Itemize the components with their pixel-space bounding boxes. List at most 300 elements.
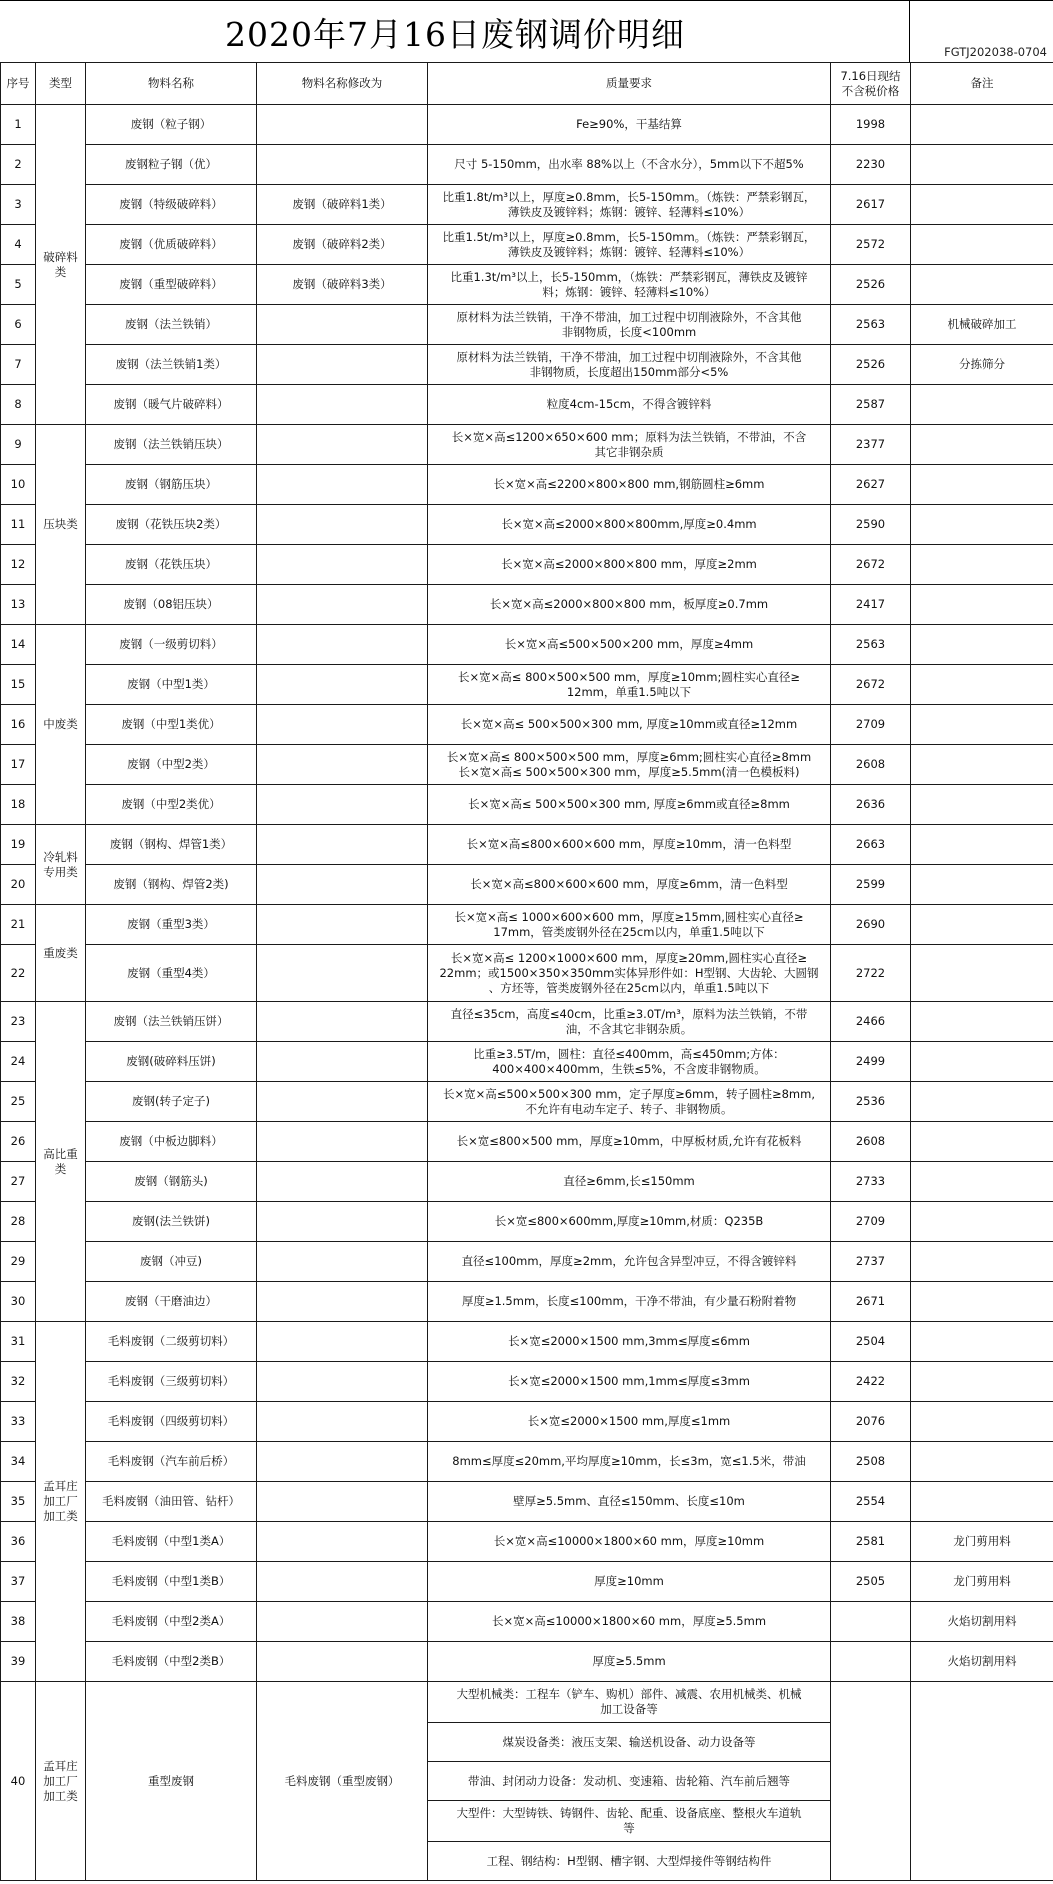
material-rename	[257, 1122, 428, 1162]
price-value: 2466	[831, 1002, 911, 1042]
table-row	[1, 1202, 1053, 1242]
price-value: 2608	[831, 745, 911, 785]
table-row	[1, 1122, 1053, 1162]
note-value	[911, 1322, 1053, 1362]
row-number: 36	[1, 1522, 36, 1562]
quality-requirement: 尺寸 5-150mm，出水率 88%以上（不含水分），5mm以下不超5%	[428, 145, 831, 185]
material-rename	[257, 1362, 428, 1402]
row-number: 37	[1, 1562, 36, 1602]
category-cell: 压块类	[36, 425, 86, 625]
table-row	[1, 1482, 1053, 1522]
table-row	[1, 1322, 1053, 1362]
note-value	[911, 1682, 1053, 1881]
price-table	[0, 62, 1053, 1881]
note-value	[911, 385, 1053, 425]
material-name: 毛料废钢（汽车前后桥）	[86, 1442, 257, 1482]
material-name: 毛料废钢（中型2类B）	[86, 1642, 257, 1682]
row-number: 31	[1, 1322, 36, 1362]
row-number: 3	[1, 185, 36, 225]
note-value	[911, 1442, 1053, 1482]
note-value	[911, 665, 1053, 705]
note-value: 龙门剪用料	[911, 1562, 1053, 1602]
note-value: 火焰切割用料	[911, 1602, 1053, 1642]
note-value	[911, 1362, 1053, 1402]
note-value	[911, 1122, 1053, 1162]
material-name: 废钢（冲豆)	[86, 1242, 257, 1282]
material-rename	[257, 825, 428, 865]
table-row	[1, 865, 1053, 905]
table-row	[1, 745, 1053, 785]
note-value	[911, 785, 1053, 825]
material-rename	[257, 585, 428, 625]
table-row	[1, 505, 1053, 545]
material-rename	[257, 1402, 428, 1442]
material-rename	[257, 1522, 428, 1562]
price-value: 2709	[831, 1202, 911, 1242]
note-value	[911, 1242, 1053, 1282]
price-value: 2499	[831, 1042, 911, 1082]
price-value: 2709	[831, 705, 911, 745]
table-body	[1, 105, 1053, 1881]
note-value	[911, 585, 1053, 625]
material-name: 废钢（中型1类）	[86, 665, 257, 705]
table-row	[1, 1282, 1053, 1322]
note-value	[911, 545, 1053, 585]
quality-requirement: 粒度4cm-15cm，不得含镀锌料	[428, 385, 831, 425]
quality-requirement: 壁厚≥5.5mm、直径≤150mm、长度≤10m	[428, 1482, 831, 1522]
price-value: 2733	[831, 1162, 911, 1202]
note-value	[911, 185, 1053, 225]
row-number: 17	[1, 745, 36, 785]
row-number: 8	[1, 385, 36, 425]
price-value: 2417	[831, 585, 911, 625]
material-rename	[257, 705, 428, 745]
material-name: 废钢（花铁压块2类）	[86, 505, 257, 545]
category-cell: 破碎料 类	[36, 105, 86, 425]
note-value: 分拣筛分	[911, 345, 1053, 385]
table-row	[1, 1162, 1053, 1202]
quality-sub-item: 带油、封闭动力设备：发动机、变速箱、齿轮箱、汽车前后翘等	[428, 1762, 831, 1801]
price-value: 2672	[831, 545, 911, 585]
material-name: 废钢（优质破碎料）	[86, 225, 257, 265]
row-number: 9	[1, 425, 36, 465]
price-value: 2737	[831, 1242, 911, 1282]
row-number: 26	[1, 1122, 36, 1162]
material-rename	[257, 905, 428, 945]
material-rename	[257, 425, 428, 465]
row-number: 35	[1, 1482, 36, 1522]
price-value	[831, 1642, 911, 1682]
price-value: 2572	[831, 225, 911, 265]
material-name: 废钢（一级剪切料）	[86, 625, 257, 665]
row-number: 11	[1, 505, 36, 545]
table-row	[1, 1442, 1053, 1482]
note-value	[911, 705, 1053, 745]
material-rename	[257, 145, 428, 185]
quality-requirement: 长×宽≤2000×1500 mm,1mm≤厚度≤3mm	[428, 1362, 831, 1402]
note-value: 火焰切割用料	[911, 1642, 1053, 1682]
note-value	[911, 625, 1053, 665]
row-number: 38	[1, 1602, 36, 1642]
table-row	[1, 1242, 1053, 1282]
material-rename	[257, 385, 428, 425]
header-row	[1, 63, 1053, 105]
note-value	[911, 1162, 1053, 1202]
material-rename	[257, 1202, 428, 1242]
material-rename	[257, 1602, 428, 1642]
quality-requirement: 长×宽×高≤2200×800×800 mm,钢筋圆柱≥6mm	[428, 465, 831, 505]
table-row	[1, 785, 1053, 825]
table-row	[1, 145, 1053, 185]
header-rename: 物料名称修改为	[257, 63, 428, 105]
price-value	[831, 1682, 911, 1881]
material-name: 废钢（特级破碎料）	[86, 185, 257, 225]
material-rename	[257, 945, 428, 1002]
material-rename	[257, 745, 428, 785]
material-name: 废钢粒子钢（优）	[86, 145, 257, 185]
quality-requirement: 厚度≥5.5mm	[428, 1642, 831, 1682]
note-value	[911, 465, 1053, 505]
quality-requirement: 长×宽×高≤10000×1800×60 mm，厚度≥5.5mm	[428, 1602, 831, 1642]
row-number: 34	[1, 1442, 36, 1482]
quality-requirement: 厚度≥10mm	[428, 1562, 831, 1602]
material-name: 废钢(法兰铁饼)	[86, 1202, 257, 1242]
quality-requirement: 直径≤35cm，高度≤40cm，比重≥3.0T/m³，原料为法兰铁销，不带 油，不含其它非钢杂质。	[428, 1002, 831, 1042]
row-number: 22	[1, 945, 36, 1002]
price-value: 2587	[831, 385, 911, 425]
material-rename	[257, 1282, 428, 1322]
price-value: 2526	[831, 345, 911, 385]
material-name: 废钢（法兰铁销）	[86, 305, 257, 345]
header-name: 物料名称	[86, 63, 257, 105]
material-name: 废钢（花铁压块）	[86, 545, 257, 585]
material-rename	[257, 1042, 428, 1082]
price-value: 2608	[831, 1122, 911, 1162]
price-value: 2076	[831, 1402, 911, 1442]
material-rename	[257, 505, 428, 545]
table-row	[1, 105, 1053, 145]
quality-requirement: 长×宽×高≤800×600×600 mm，厚度≥10mm，清一色料型	[428, 825, 831, 865]
row-number: 16	[1, 705, 36, 745]
material-name: 毛料废钢（油田管、钻杆）	[86, 1482, 257, 1522]
row-number: 20	[1, 865, 36, 905]
price-value: 2563	[831, 305, 911, 345]
row-number: 21	[1, 905, 36, 945]
row-number: 12	[1, 545, 36, 585]
note-value: 龙门剪用料	[911, 1522, 1053, 1562]
row-number: 27	[1, 1162, 36, 1202]
price-value: 2536	[831, 1082, 911, 1122]
note-value	[911, 905, 1053, 945]
price-value: 2504	[831, 1322, 911, 1362]
quality-requirement: 比重≥3.5T/m，圆柱：直径≤400mm，高≤450mm;方体： 400×400×400mm，生铁≤5%，不含废非钢物质。	[428, 1042, 831, 1082]
material-rename	[257, 105, 428, 145]
price-value: 2563	[831, 625, 911, 665]
row-number: 13	[1, 585, 36, 625]
header-quality: 质量要求	[428, 63, 831, 105]
price-value: 2230	[831, 145, 911, 185]
table-row	[1, 225, 1053, 265]
page-title: 2020年7月16日废钢调价明细	[225, 14, 685, 54]
quality-requirement: 长×宽×高≤2000×800×800 mm，板厚度≥0.7mm	[428, 585, 831, 625]
quality-requirement: 长×宽×高≤ 500×500×300 mm, 厚度≥10mm或直径≥12mm	[428, 705, 831, 745]
material-name: 废钢（08铝压块）	[86, 585, 257, 625]
table-row	[1, 465, 1053, 505]
material-rename	[257, 545, 428, 585]
price-value: 2526	[831, 265, 911, 305]
quality-requirement: 长×宽×高≤2000×800×800 mm，厚度≥2mm	[428, 545, 831, 585]
quality-sub-item: 大型件：大型铸铁、铸钢件、齿轮、配重、设备底座、整根火车道轨 等	[428, 1801, 831, 1842]
table-row	[1, 305, 1053, 345]
material-name: 废钢(破碎料压饼)	[86, 1042, 257, 1082]
material-name: 毛料废钢（四级剪切料）	[86, 1402, 257, 1442]
quality-requirement: 长×宽×高≤ 500×500×300 mm, 厚度≥6mm或直径≥8mm	[428, 785, 831, 825]
price-value: 2505	[831, 1562, 911, 1602]
quality-requirement: 长×宽≤800×600mm,厚度≥10mm,材质：Q235B	[428, 1202, 831, 1242]
table-row	[1, 1682, 1053, 1723]
note-value	[911, 105, 1053, 145]
table-row	[1, 585, 1053, 625]
price-value: 2508	[831, 1442, 911, 1482]
price-value: 2722	[831, 945, 911, 1002]
row-number: 5	[1, 265, 36, 305]
quality-requirement: 原材料为法兰铁销，干净不带油，加工过程中切削液除外，不含其他 非钢物质，长度超出150mm部分<5%	[428, 345, 831, 385]
price-value: 2422	[831, 1362, 911, 1402]
material-rename	[257, 1162, 428, 1202]
quality-requirement: 厚度≥1.5mm，长度≤100mm，干净不带油，有少量石粉附着物	[428, 1282, 831, 1322]
quality-requirement: 长×宽≤2000×1500 mm,厚度≤1mm	[428, 1402, 831, 1442]
quality-requirement: 长×宽×高≤10000×1800×60 mm，厚度≥10mm	[428, 1522, 831, 1562]
note-value	[911, 505, 1053, 545]
material-name: 废钢（中型2类）	[86, 745, 257, 785]
material-name: 废钢（中型2类优）	[86, 785, 257, 825]
material-rename	[257, 345, 428, 385]
material-rename	[257, 1082, 428, 1122]
quality-requirement: 比重1.3t/m³以上，长5-150mm，（炼铁：严禁彩钢瓦，薄铁皮及镀锌 料；炼钢：镀锌、轻薄料≤10%）	[428, 265, 831, 305]
quality-requirement: 8mm≤厚度≤20mm,平均厚度≥10mm，长≤3m，宽≤1.5米，带油	[428, 1442, 831, 1482]
price-value: 2671	[831, 1282, 911, 1322]
category-cell: 孟耳庄 加工厂 加工类	[36, 1322, 86, 1682]
material-name: 废钢（法兰铁销1类）	[86, 345, 257, 385]
table-row	[1, 1082, 1053, 1122]
row-number: 32	[1, 1362, 36, 1402]
price-value	[831, 1602, 911, 1642]
row-number: 33	[1, 1402, 36, 1442]
table-row	[1, 385, 1053, 425]
material-rename	[257, 785, 428, 825]
material-name: 废钢（钢构、焊管2类)	[86, 865, 257, 905]
quality-sub-item: 大型机械类：工程车（铲车、购机）部件、减震、农用机械类、机械 加工设备等	[428, 1682, 831, 1723]
quality-requirement: 长×宽×高≤500×500×300 mm，定子厚度≥6mm，转子圆柱≥8mm, 不允许有电动车定子、转子、非钢物质。	[428, 1082, 831, 1122]
price-value: 1998	[831, 105, 911, 145]
price-value: 2599	[831, 865, 911, 905]
quality-requirement: 长×宽×高≤2000×800×800mm,厚度≥0.4mm	[428, 505, 831, 545]
price-value: 2590	[831, 505, 911, 545]
quality-requirement: 比重1.5t/m³以上，厚度≥0.8mm，长5-150mm。（炼铁：严禁彩钢瓦， 薄铁皮及镀锌料；炼钢：镀锌、轻薄料≤10%）	[428, 225, 831, 265]
row-number: 4	[1, 225, 36, 265]
table-row	[1, 825, 1053, 865]
quality-requirement: 长×宽×高≤ 1200×1000×600 mm，厚度≥20mm,圆柱实心直径≥ 22mm；或1500×350×350mm实体异形件如：H型钢、大齿轮、大圆钢 、方坯等，管类废钢外径在25cm以内，单重1.5吨以下	[428, 945, 831, 1002]
table-row	[1, 1522, 1053, 1562]
row-number: 7	[1, 345, 36, 385]
table-row	[1, 945, 1053, 1002]
note-value	[911, 1202, 1053, 1242]
header-price: 7.16日现结 不含税价格	[831, 63, 911, 105]
row-number: 25	[1, 1082, 36, 1122]
quality-requirement: 长×宽×高≤500×500×200 mm，厚度≥4mm	[428, 625, 831, 665]
note-value	[911, 1042, 1053, 1082]
material-name: 废钢（暖气片破碎料）	[86, 385, 257, 425]
material-rename	[257, 305, 428, 345]
note-value	[911, 425, 1053, 465]
row-number: 39	[1, 1642, 36, 1682]
category-cell: 中废类	[36, 625, 86, 825]
material-name: 废钢（重型3类）	[86, 905, 257, 945]
material-name: 废钢（重型4类）	[86, 945, 257, 1002]
material-name: 废钢（重型破碎料）	[86, 265, 257, 305]
table-row	[1, 1362, 1053, 1402]
row-number: 2	[1, 145, 36, 185]
document-code: FGTJ202038-0704	[944, 45, 1047, 59]
material-rename	[257, 865, 428, 905]
quality-requirement: 长×宽×高≤ 800×500×500 mm，厚度≥6mm;圆柱实心直径≥8mm 长×宽×高≤ 500×500×300 mm，厚度≥5.5mm(清一色模板料)	[428, 745, 831, 785]
title-row	[0, 0, 1053, 62]
note-value	[911, 1082, 1053, 1122]
quality-requirement: 直径≤100mm，厚度≥2mm，允许包含异型冲豆，不得含镀锌料	[428, 1242, 831, 1282]
price-value: 2690	[831, 905, 911, 945]
material-rename	[257, 625, 428, 665]
material-name: 废钢（粒子钢）	[86, 105, 257, 145]
material-rename: 废钢（破碎料3类）	[257, 265, 428, 305]
material-rename	[257, 1002, 428, 1042]
material-name: 毛料废钢（中型1类B）	[86, 1562, 257, 1602]
category-cell: 重废类	[36, 905, 86, 1002]
row-number: 40	[1, 1682, 36, 1881]
row-number: 1	[1, 105, 36, 145]
note-value	[911, 1002, 1053, 1042]
quality-requirement: 比重1.8t/m³以上，厚度≥0.8mm，长5-150mm。（炼铁：严禁彩钢瓦， 薄铁皮及镀锌料；炼钢：镀锌、轻薄料≤10%）	[428, 185, 831, 225]
table-row	[1, 1602, 1053, 1642]
price-value: 2377	[831, 425, 911, 465]
price-value: 2672	[831, 665, 911, 705]
quality-requirement: 长×宽×高≤800×600×600 mm，厚度≥6mm，清一色料型	[428, 865, 831, 905]
quality-requirement: 长×宽×高≤1200×650×600 mm；原料为法兰铁销，不带油，不含 其它非钢杂质	[428, 425, 831, 465]
row-number: 10	[1, 465, 36, 505]
row-number: 30	[1, 1282, 36, 1322]
table-row	[1, 545, 1053, 585]
table-row	[1, 1042, 1053, 1082]
price-value: 2636	[831, 785, 911, 825]
category-cell: 高比重 类	[36, 1002, 86, 1322]
table-row	[1, 905, 1053, 945]
title-divider	[909, 1, 910, 63]
material-name: 废钢(转子定子)	[86, 1082, 257, 1122]
table-row	[1, 1402, 1053, 1442]
quality-sub-item: 工程、钢结构：H型钢、槽字钢、大型焊接件等钢结构件	[428, 1842, 831, 1881]
table-row	[1, 665, 1053, 705]
table-row	[1, 1002, 1053, 1042]
table-row	[1, 265, 1053, 305]
material-rename: 废钢（破碎料1类）	[257, 185, 428, 225]
material-name: 废钢（中型1类优）	[86, 705, 257, 745]
note-value	[911, 1402, 1053, 1442]
material-name: 废钢（钢筋压块）	[86, 465, 257, 505]
quality-requirement: 长×宽≤800×500 mm，厚度≥10mm，中厚板材质,允许有花板料	[428, 1122, 831, 1162]
material-rename: 废钢（破碎料2类）	[257, 225, 428, 265]
row-number: 15	[1, 665, 36, 705]
material-name: 废钢（钢筋头)	[86, 1162, 257, 1202]
material-name: 废钢（干磨油边）	[86, 1282, 257, 1322]
row-number: 19	[1, 825, 36, 865]
material-name: 废钢（中板边脚料）	[86, 1122, 257, 1162]
quality-requirement: 直径≥6mm,长≤150mm	[428, 1162, 831, 1202]
material-rename	[257, 665, 428, 705]
price-value: 2617	[831, 185, 911, 225]
table-row	[1, 705, 1053, 745]
row-number: 28	[1, 1202, 36, 1242]
quality-requirement: Fe≥90%，干基结算	[428, 105, 831, 145]
note-value	[911, 145, 1053, 185]
note-value	[911, 225, 1053, 265]
header-type: 类型	[36, 63, 86, 105]
table-row	[1, 185, 1053, 225]
material-name: 毛料废钢（二级剪切料）	[86, 1322, 257, 1362]
header-no: 序号	[1, 63, 36, 105]
price-value: 2627	[831, 465, 911, 505]
note-value	[911, 745, 1053, 785]
row-number: 18	[1, 785, 36, 825]
quality-requirement: 长×宽≤2000×1500 mm,3mm≤厚度≤6mm	[428, 1322, 831, 1362]
material-name: 废钢（钢构、焊管1类）	[86, 825, 257, 865]
quality-sub-item: 煤炭设备类：液压支架、输送机设备、动力设备等	[428, 1723, 831, 1762]
quality-requirement: 长×宽×高≤ 1000×600×600 mm，厚度≥15mm,圆柱实心直径≥ 17mm，管类废钢外径在25cm以内，单重1.5吨以下	[428, 905, 831, 945]
note-value	[911, 945, 1053, 1002]
row-number: 23	[1, 1002, 36, 1042]
material-rename	[257, 1562, 428, 1602]
table-row	[1, 345, 1053, 385]
table-row	[1, 625, 1053, 665]
material-name: 毛料废钢（三级剪切料）	[86, 1362, 257, 1402]
material-name: 毛料废钢（中型1类A）	[86, 1522, 257, 1562]
note-value	[911, 265, 1053, 305]
material-rename	[257, 1442, 428, 1482]
table-row	[1, 1562, 1053, 1602]
note-value	[911, 825, 1053, 865]
material-rename	[257, 1642, 428, 1682]
row-number: 24	[1, 1042, 36, 1082]
note-value	[911, 1482, 1053, 1522]
header-note: 备注	[911, 63, 1053, 105]
row-number: 14	[1, 625, 36, 665]
material-rename	[257, 465, 428, 505]
note-value: 机械破碎加工	[911, 305, 1053, 345]
price-value: 2663	[831, 825, 911, 865]
material-name: 重型废钢	[86, 1682, 257, 1881]
row-number: 29	[1, 1242, 36, 1282]
note-value	[911, 865, 1053, 905]
material-rename	[257, 1322, 428, 1362]
material-rename	[257, 1482, 428, 1522]
table-row	[1, 425, 1053, 465]
material-name: 毛料废钢（中型2类A）	[86, 1602, 257, 1642]
price-value: 2581	[831, 1522, 911, 1562]
material-rename	[257, 1242, 428, 1282]
table-row	[1, 1642, 1053, 1682]
price-value: 2554	[831, 1482, 911, 1522]
quality-requirement: 长×宽×高≤ 800×500×500 mm，厚度≥10mm;圆柱实心直径≥ 12mm，单重1.5吨以下	[428, 665, 831, 705]
quality-requirement: 原材料为法兰铁销，干净不带油，加工过程中切削液除外，不含其他 非钢物质，长度<100mm	[428, 305, 831, 345]
category-cell: 孟耳庄 加工厂 加工类	[36, 1682, 86, 1881]
